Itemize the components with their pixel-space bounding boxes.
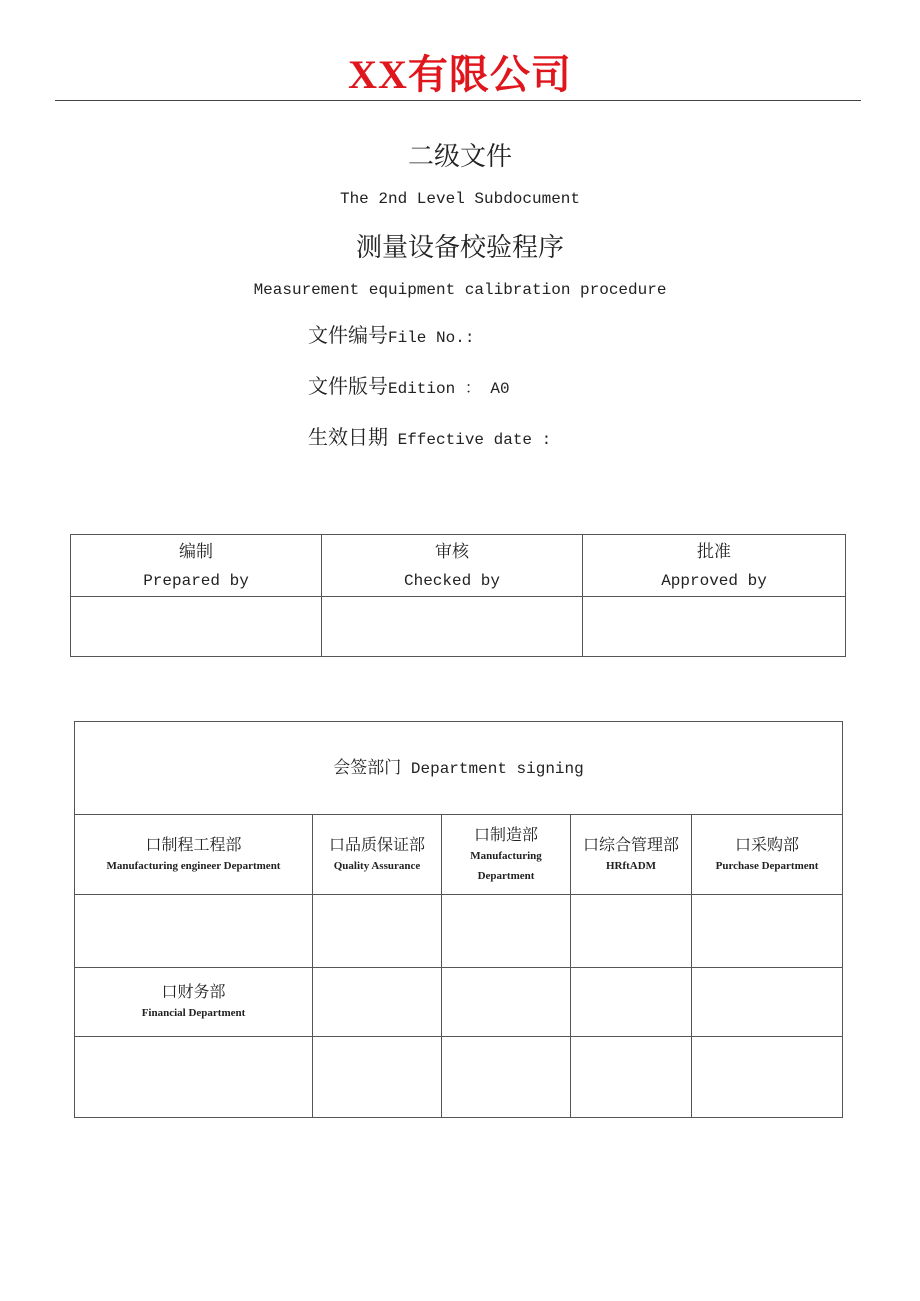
dept-quality-assurance-en: Quality Assurance: [333, 859, 421, 872]
signature-cell: [75, 895, 313, 968]
department-signing-table: [74, 721, 843, 1118]
signature-cell: [313, 895, 442, 968]
checked-by-cn: 审核: [435, 541, 469, 562]
file-number-line: [308, 321, 474, 352]
dept-general-management: [571, 815, 692, 895]
dept-purchase-en: Purchase Department: [715, 859, 819, 872]
dept-general-management-en: HRftADM: [605, 859, 657, 872]
empty-cell: [571, 968, 692, 1037]
empty-cell: [442, 968, 571, 1037]
dept-manufacturing-engineering-en: Manufacturing engineer Department: [106, 859, 281, 872]
approved-by-header: [583, 535, 846, 597]
document-title-en: Measurement equipment calibration procedure: [253, 281, 667, 299]
signature-cell: [313, 1037, 442, 1118]
document-level-en: The 2nd Level Subdocument: [339, 190, 581, 208]
edition-label-cn: 文件版号: [308, 374, 388, 398]
edition-label-en: Edition ： A0: [388, 380, 510, 398]
signature-cell: [571, 1037, 692, 1118]
dept-manufacturing-en: Manufacturing: [470, 849, 542, 862]
signature-cell: [692, 895, 843, 968]
dept-general-management-cn: 口综合管理部: [582, 834, 679, 854]
edition-line: [308, 372, 510, 403]
effective-date-line: [308, 423, 551, 454]
file-number-label-cn: 文件编号: [308, 323, 388, 347]
file-number-label-en: File No.:: [388, 329, 475, 347]
signature-cell: [692, 1037, 843, 1118]
dept-manufacturing-en-2: Department: [477, 869, 535, 882]
prepared-by-header: [71, 535, 322, 597]
document-title-cn: 测量设备校验程序: [355, 233, 564, 263]
dept-purchase-cn: 口采购部: [735, 834, 800, 854]
checked-by-en: Checked by: [403, 571, 500, 590]
dept-purchase: [692, 815, 843, 895]
effective-date-label-en: Effective date :: [388, 431, 552, 449]
dept-finance-en: Financial Department: [141, 1007, 246, 1019]
prepared-by-signature-cell: [71, 597, 322, 657]
department-signing-title: [75, 722, 843, 815]
signature-cell: [442, 895, 571, 968]
prepared-by-en: Prepared by: [143, 571, 249, 590]
dept-finance-cn: 口财务部: [161, 982, 226, 1001]
effective-date-label-cn: 生效日期: [308, 425, 388, 449]
department-signing-title-en: Department signing: [401, 759, 584, 778]
approval-table: [70, 534, 846, 657]
approved-by-en: Approved by: [661, 571, 767, 590]
header-divider: [55, 100, 861, 101]
empty-cell: [692, 968, 843, 1037]
approved-by-cn: 批准: [697, 541, 731, 562]
checked-by-signature-cell: [322, 597, 583, 657]
dept-finance: [75, 968, 313, 1037]
dept-quality-assurance: [313, 815, 442, 895]
empty-cell: [313, 968, 442, 1037]
dept-quality-assurance-cn: 口品质保证部: [328, 834, 425, 854]
checked-by-header: [322, 535, 583, 597]
company-name: XX有限公司: [348, 52, 572, 97]
dept-manufacturing: [442, 815, 571, 895]
signature-cell: [442, 1037, 571, 1118]
signature-cell: [75, 1037, 313, 1118]
approved-by-signature-cell: [583, 597, 846, 657]
signature-cell: [571, 895, 692, 968]
department-signing-title-cn: 会签部门: [333, 757, 402, 778]
dept-manufacturing-engineering-cn: 口制程工程部: [145, 834, 242, 854]
dept-manufacturing-cn: 口制造部: [473, 824, 538, 844]
prepared-by-cn: 编制: [179, 541, 213, 562]
document-level-cn: 二级文件: [407, 142, 512, 172]
dept-manufacturing-engineering: [75, 815, 313, 895]
